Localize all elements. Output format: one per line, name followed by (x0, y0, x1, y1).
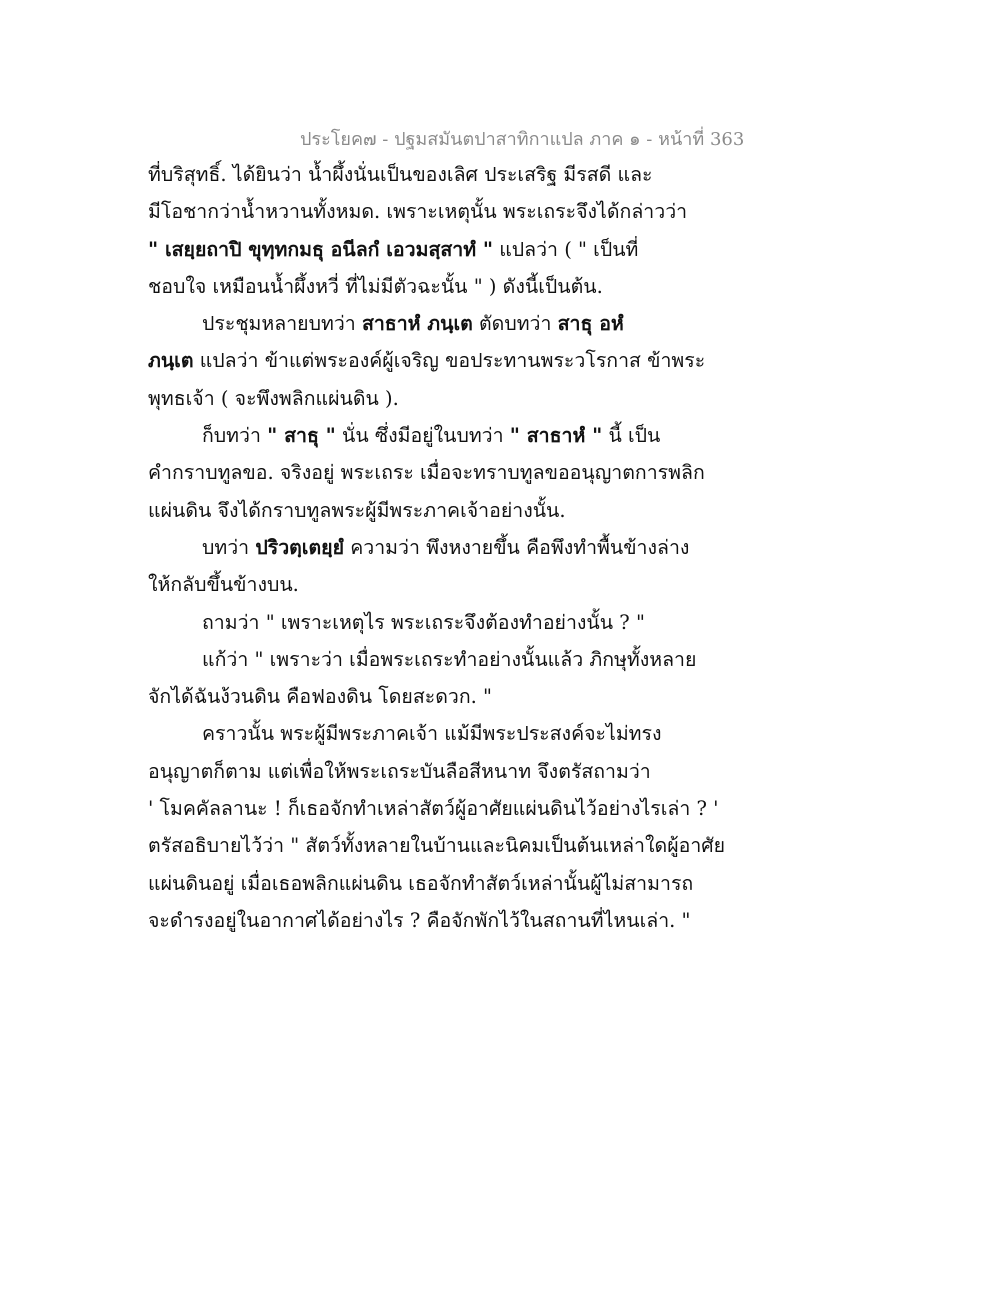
text-line (148, 193, 748, 230)
text-line (148, 604, 748, 641)
text-line (148, 492, 748, 529)
pali-term: ภนฺเต (148, 349, 194, 373)
text-line (148, 865, 748, 902)
text-line (148, 156, 748, 193)
pali-term: " สาธุ " (267, 424, 336, 448)
text-segment: บทว่า (202, 535, 256, 559)
text-line (148, 902, 748, 939)
text-line (148, 827, 748, 864)
text-segment: ' โมคคัลลานะ ! ก็เธอจักทำเหล่าสัตว์ผู้อาศัยแผ่นดินไว้อย่างไรเล่า ? ' (148, 797, 719, 821)
text-segment: มีโอชากว่าน้ำหวานทั้งหมด. เพราะเหตุนั้น พระเถระจึงได้กล่าวว่า (148, 200, 688, 224)
text-segment: ชอบใจ เหมือนน้ำผึ้งหวี่ ที่ไม่มีตัวฉะนั้น " ) ดังนี้เป็นต้น. (148, 274, 603, 298)
text-line (148, 790, 748, 827)
text-segment: แปลว่า ข้าแต่พระองค์ผู้เจริญ ขอประทานพระวโรกาส ข้าพระ (193, 349, 706, 373)
text-segment: ความว่า พึงหงายขึ้น คือพึงทำพื้นข้างล่าง (344, 535, 690, 559)
pali-term: ปริวตฺเตยฺยํ (255, 535, 344, 559)
text-segment: คราวนั้น พระผู้มีพระภาคเจ้า แม้มีพระประสงค์จะไม่ทรง (202, 722, 662, 746)
text-segment: นี้ เป็น (602, 424, 661, 448)
text-segment: ตัดบทว่า (472, 312, 558, 336)
text-segment: ก็บทว่า (202, 424, 268, 448)
text-segment: แปลว่า ( " เป็นที่ (493, 237, 639, 261)
text-segment: อนุญาตก็ตาม แต่เพื่อให้พระเถระบันลือสีหนาท จึงตรัสถามว่า (148, 759, 651, 783)
text-segment: แก้ว่า " เพราะว่า เมื่อพระเถระทำอย่างนั้นแล้ว ภิกษุทั้งหลาย (202, 647, 697, 671)
text-line (148, 454, 748, 491)
text-line (148, 678, 748, 715)
text-line (148, 231, 748, 268)
text-line (148, 305, 748, 342)
text-segment: ประชุมหลายบทว่า (202, 312, 362, 336)
text-line (148, 753, 748, 790)
text-segment: นั่น ซึ่งมีอยู่ในบทว่า (335, 424, 510, 448)
text-line (148, 268, 748, 305)
text-line (148, 566, 748, 603)
body-text (148, 156, 748, 939)
pali-term: " สาธาหํ " (509, 424, 603, 448)
text-line (148, 342, 748, 379)
text-segment: พุทธเจ้า ( จะพึงพลิกแผ่นดิน ). (148, 386, 399, 410)
text-segment: แผ่นดิน จึงได้กราบทูลพระผู้มีพระภาคเจ้าอย่างนั้น. (148, 498, 566, 522)
text-segment: จะดำรงอยู่ในอากาศได้อย่างไร ? คือจักพักไว้ในสถานที่ไหนเล่า. " (148, 908, 691, 932)
text-line (148, 529, 748, 566)
text-segment: ตรัสอธิบายไว้ว่า " สัตว์ทั้งหลายในบ้านและนิคมเป็นต้นเหล่าใดผู้อาศัย (148, 834, 726, 858)
text-line (148, 380, 748, 417)
pali-term: สาธุ อหํ (557, 312, 624, 336)
text-segment: ถามว่า " เพราะเหตุไร พระเถระจึงต้องทำอย่างนั้น ? " (202, 610, 645, 634)
page-header: ประโยค๗ - ปฐมสมันตปาสาทิกาแปล ภาค ๑ - หน้าที่ 363 (300, 129, 745, 150)
text-line (148, 641, 748, 678)
pali-term: " เสยฺยถาปิ ขุทฺทกมธุ อนีลกํ เอวมสฺสาทํ " (148, 237, 494, 261)
text-segment: ที่บริสุทธิ์. ได้ยินว่า น้ำผึ้งนั่นเป็นของเลิศ ประเสริฐ มีรสดี และ (148, 163, 653, 186)
text-line (148, 715, 748, 752)
text-segment: คำกราบทูลขอ. จริงอยู่ พระเถระ เมื่อจะทราบทูลขออนุญาตการพลิก (148, 461, 705, 485)
text-segment: จักได้ฉันง้วนดิน คือฟองดิน โดยสะดวก. " (148, 685, 493, 709)
text-line (148, 417, 748, 454)
text-segment: ให้กลับขึ้นข้างบน. (148, 573, 299, 597)
pali-term: สาธาหํ ภนฺเต (361, 312, 473, 336)
text-segment: แผ่นดินอยู่ เมื่อเธอพลิกแผ่นดิน เธอจักทำสัตว์เหล่านั้นผู้ไม่สามารถ (148, 871, 694, 895)
